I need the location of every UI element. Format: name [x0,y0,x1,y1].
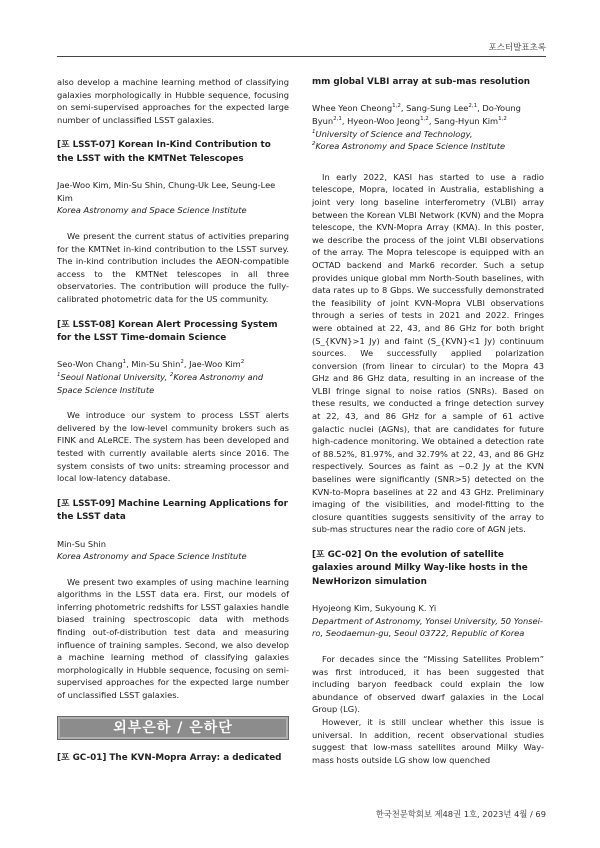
affil-sup: 1 [57,372,61,379]
abstract-title-gc01: [포 GC-01] The KVN-Mopra Array: a dedicated [57,752,282,763]
abstract-title-gc02: [포 GC-02] On the evolution of satellite galaxies around Milky Way-like hosts in the NewHorizon simulation [312,550,528,587]
affil-sup: 2 [169,372,174,379]
authors-lsst09: Min-Su Shin [57,538,106,549]
running-header: 포스터발표초록 [488,43,546,53]
author-name: Whee Yeon Cheong [312,103,393,114]
affil-name: Seoul National University, [60,371,170,382]
author-name: Jae-Woo Kim [189,359,241,370]
author-sup: 1,2 [392,103,401,110]
author-sup: 2 [240,359,245,366]
author-sup: 1,2 [420,116,429,123]
authors-gc02: Hyojeong Kim, Sukyoung K. Yi [312,603,437,614]
affiliation-lsst08 [57,371,289,396]
author-sup: 1,2 [498,116,507,123]
abstract-body-lsst09: We present two examples of using machine learning algorithms in the LSST data era. First, our models of inferring photometric redshifts for LSST galaxies handle biased training spectroscopic data with methods finding out-of-distribution test data and measuring influence of training samples. Second, we also develop a machine learning method of classifying galaxies morphologically in Hubble sequence, focusing on semi-supervised approaches for the expected large number of unclassified LSST galaxies. [57,576,289,701]
affil-name: Korea Astronomy and Space Science Institute [57,371,264,395]
author-name: , Do-Young Byun [312,103,521,126]
affil-sup: 2 [312,141,316,148]
authors-lsst07: Jae-Woo Kim, Min-Su Shin, Chung-Uk Lee, Seung-Lee Kim [57,180,276,203]
affiliation-gc01-1 [312,128,544,141]
author-sup: 2 [180,359,184,366]
abstract-title-lsst09: [포 LSST-09] Machine Learning Applications for the LSST data [57,498,288,523]
author-name: , Sang-Sung Lee [400,103,469,114]
abstract-title-lsst08: [포 LSST-08] Korean Alert Processing System for the LSST Time-domain Science [57,319,278,343]
page-footer: 한국천문학회보 제48권 1호, 2023년 4월 / 69 [375,809,546,819]
section-banner: 외부은하 / 은하단 [57,716,289,740]
continuation-text: also develop a machine learning method of classifying galaxies morphologically in Hubble sequence, focusing on semi-supervised approaches for the expected large number of unclassified LSST galaxies. [57,77,289,125]
author-name: Seo-Won Chang [57,359,123,370]
author-name: , Sang-Hyun Kim [428,116,499,126]
header-divider [57,56,546,57]
affiliation-gc02: Department of Astronomy, Yonsei University, 50 Yonsei-ro, Seodaemun-gu, Seoul 03722, Republic of Korea [312,615,543,639]
abstract-body-gc02-p2: However, it is still unclear whether this issue is universal. In addition, recent observational studies suggest that low-mass satellites around Milky Way-mass hosts outside LG show low quenched [312,716,544,765]
affil-name: Korea Astronomy and Space Science Institute [315,141,506,152]
abstract-body-gc01: In early 2022, KASI has started to use a radio telescope, Mopra, located in Australia, establishing a joint very long baseline interferometry (VLBI) array between the Korean VLBI Network (KVN) and the Mopra telescope, the KVN-Mopra Array (KMA). In this poster, we describe the process of the joint VLBI observations of the array. The Mopra telescope is equipped with an OCTAD backend and Mark6 recorder. Such a setup provides unique global mm North-South baselines, with data rates up to 8 Gbps. We successfully demonstrated the feasibility of joint KVN-Mopra VLBI observations through a series of tests in 2021 and 2022. Fringes were obtained at 22, 43, and 86 GHz for both bright (S_{KVN}>1 Jy) and faint (S_{KVN}<1 Jy) continuum sources. We successfully applied polarization conversion (from linear to circular) to the Mopra 43 GHz and 86 GHz data, resulting in an increase of the VLBI fringe signal to noise ratios (SNRs). Based on these results, we conducted a fringe detection survey at 22, 43, and 86 GHz for a sample of 61 active galactic nuclei (AGNs), that are candidates for future high-cadence monitoring. We obtained a detection rate of 88.52%, 81.97%, and 32.79% at 22, 43, and 86 GHz respectively. Sources as faint as ~0.2 Jy at the KVN baselines were significantly (SNR>5) detected on the KVN-to-Mopra baselines at 22 and 43 GHz. Preliminary imaging of the visibilities, and model-fitting to the closure quantities suggests sensitivity of the array to sub-mas structures near the radio core of AGN jets. [312,171,544,535]
abstract-body-lsst08: We introduce our system to process LSST alerts delivered by the low-level community brokers such as FINK and ALeRCE. The system has been developed and tested with currently available alerts since 2016. The system consists of two units: streaming processor and local low-latency database. [57,410,289,484]
abstract-body-lsst07: We present the current status of activities preparing for the KMTNet in-kind contribution to the LSST survey. The in-kind contribution includes the AEON-compatible access to the KMTNet telescopes in all three observatories. The contribution will produce the fully-calibrated photometric data for the US community. [57,230,289,304]
left-column [57,76,289,765]
right-column [312,76,544,766]
affil-sup: 1 [312,128,316,135]
author-name: , Hyeon-Woo Jeong [341,116,421,126]
authors-gc01 [312,102,544,127]
affil-name: University of Science and Technology, [315,128,473,139]
affiliation-gc01-2 [312,140,544,153]
abstract-body-gc02-p1: For decades since the “Missing Satellites Problem” was first introduced, it has been suggested that including baryon feedback could explain the low abundance of observed dwarf galaxies in the Local Group (LG). [312,654,544,715]
affiliation-lsst07: Korea Astronomy and Space Science Institute [57,205,247,216]
author-name: Min-Su Shin [131,359,181,370]
author-sup: 2,1 [333,116,342,123]
abstract-title-gc01-cont: mm global VLBI array at sub-mas resolution [312,77,531,87]
affiliation-lsst09: Korea Astronomy and Space Science Institute [57,551,247,562]
author-sup: 2,1 [468,103,478,110]
authors-lsst08: Seo-Won Chang$^1$, Min-Su Shin$^2$, Jae-Woo Kim$^2$ [57,359,245,370]
abstract-title-lsst07: [포 LSST-07] Korean In-Kind Contribution to the LSST with the KMTNet Telescopes [57,140,271,164]
author-sup: 1 [122,359,127,366]
